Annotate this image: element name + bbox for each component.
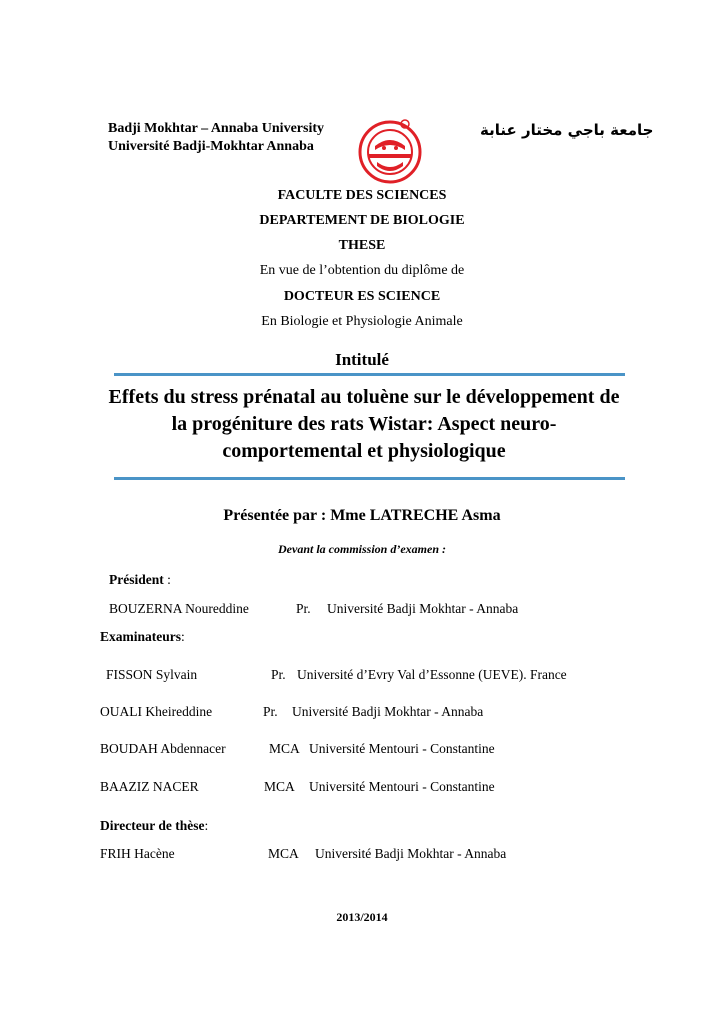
- director-label-sep: :: [204, 818, 209, 833]
- department-name: DEPARTEMENT DE BIOLOGIE: [259, 213, 465, 228]
- title-rule-top: [114, 373, 625, 376]
- intitule-label: Intitulé: [335, 350, 389, 369]
- presenter-line: Présentée par : Mme LATRECHE Asma: [223, 507, 501, 524]
- president-label-sep: :: [163, 572, 171, 587]
- director-name: FRIH Hacène: [100, 846, 175, 861]
- university-name-en: Badji Mokhtar – Annaba University: [108, 121, 324, 136]
- examiner-4-name: BAAZIZ NACER: [100, 779, 199, 794]
- examiner-4-rank: MCA: [264, 779, 295, 794]
- examiners-label-sep: :: [181, 629, 185, 644]
- director-rank: MCA: [268, 846, 299, 861]
- examiner-1-rank: Pr.: [271, 667, 286, 682]
- president-institution: Université Badji Mokhtar - Annaba: [327, 601, 519, 616]
- president-name: BOUZERNA Noureddine: [109, 601, 249, 616]
- university-name-ar: جامعة باجي مختار عنابة: [480, 121, 654, 139]
- president-rank: Pr.: [296, 601, 311, 616]
- commission-label: Devant la commission d’examen :: [278, 542, 446, 556]
- examiners-label-text: Examinateurs: [100, 629, 181, 644]
- director-label-text: Directeur de thèse: [100, 818, 205, 833]
- examiner-2-name: OUALI Kheireddine: [100, 704, 213, 719]
- examiner-3-name: BOUDAH Abdennacer: [100, 741, 226, 756]
- obtention-text: En vue de l’obtention du diplôme de: [259, 263, 465, 278]
- director-label: [100, 818, 208, 834]
- degree-name: DOCTEUR ES SCIENCE: [283, 289, 441, 304]
- faculty-name: FACULTE DES SCIENCES: [277, 188, 447, 203]
- president-label-text: Président: [109, 572, 164, 587]
- university-emblem-icon: [355, 116, 425, 186]
- thesis-title: Effets du stress prénatal au toluène sur le développement de la progéniture des rats Wistar: Aspect neuro-comportemental et physiologique: [108, 386, 620, 462]
- president-label: [109, 572, 171, 588]
- field-name: En Biologie et Physiologie Animale: [261, 314, 463, 329]
- examiner-3-institution: Université Mentouri - Constantine: [309, 741, 495, 756]
- examiner-1-institution: Université d’Evry Val d’Essonne (UEVE). France: [297, 667, 567, 682]
- director-institution: Université Badji Mokhtar - Annaba: [315, 846, 507, 861]
- title-rule-bottom: [114, 477, 625, 480]
- examiner-1-name: FISSON Sylvain: [106, 667, 198, 682]
- academic-year: 2013/2014: [336, 910, 388, 924]
- examiner-4-institution: Université Mentouri - Constantine: [309, 779, 495, 794]
- thesis-label: THESE: [338, 238, 386, 253]
- examiners-label: [100, 629, 185, 645]
- examiner-3-rank: MCA: [269, 741, 300, 756]
- examiner-2-rank: Pr.: [263, 704, 278, 719]
- examiner-2-institution: Université Badji Mokhtar - Annaba: [292, 704, 484, 719]
- university-name-fr: Université Badji-Mokhtar Annaba: [108, 139, 314, 154]
